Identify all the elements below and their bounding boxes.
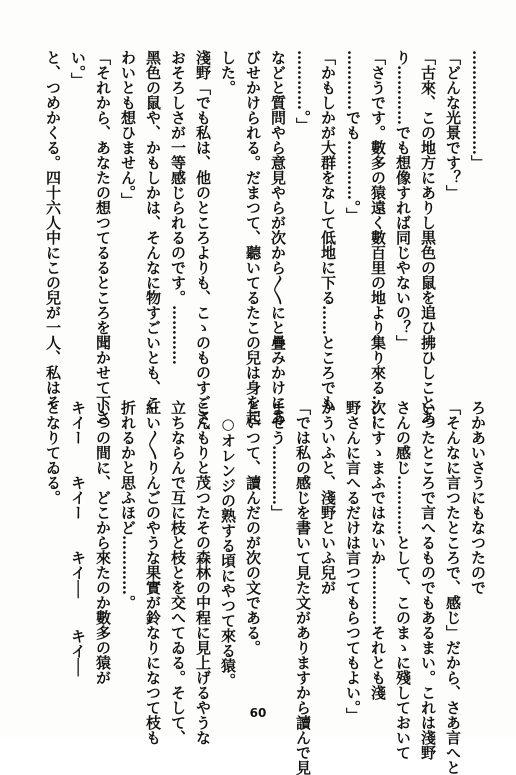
text-line: 次にすゝまふではないか…………それとも淺: [369, 400, 387, 700]
text-line: こんもりと茂つたその森林の中程に見上げるやうな: [194, 400, 212, 745]
text-line: 「それから、あなたの想つてるるところを聞かせて下さ: [94, 50, 112, 425]
text-line: り…………でも想像すれば同じやないの？」: [394, 50, 412, 350]
text-line: 「古來、この地方にありし黒色の鼠を追ひ拂ひしことあ: [419, 50, 437, 425]
text-line: 「さうです。數多の猿遠く數百里の地より集り來る……: [369, 50, 387, 425]
text-line: 「そんなに言つたところで、感じ」だから、さあ言へと: [444, 400, 462, 775]
text-line: した。: [219, 50, 237, 95]
text-line: などと質問やら意見やらが次から〳〵にと疊みかけにあ: [269, 50, 287, 425]
text-line: …………。」: [294, 50, 312, 133]
text-line: といつて、讀んだのが次の文である。: [244, 400, 262, 655]
text-line: 野さんに言へるだけは言つてもらつてもよい。」: [344, 400, 362, 723]
text-line: 「どんな光景です？」: [444, 50, 462, 200]
text-line: となりてゐる。: [44, 400, 62, 505]
text-line: 黑色の鼠や、かもしかは、そんなに物すごいとも、こ: [144, 50, 162, 410]
text-line: わいとも想ひません。」: [119, 50, 137, 208]
text-line: 立ちならんで互に枝と枝とを交へてゐる。そして、: [169, 400, 187, 745]
upper-text-block: [10, 50, 490, 440]
text-line: 紅い〳〵りんごのやうな果實が鈴なりになつて枝も: [144, 400, 162, 745]
text-line: 「かもしかが大群をなして低地に下る……ところでも: [319, 50, 337, 410]
text-line: と、つめかくる。四十六人中にこの兒が一人、私はそ: [44, 50, 62, 410]
text-line: いつたところで言へるものでもあるまい。これは淺野: [419, 400, 437, 760]
text-line: …………………」: [469, 50, 487, 170]
text-line: さんの感じ…………として、このまゝに殘しておいて: [394, 400, 412, 760]
text-line: びせかけられる。だまつて、聽いてるたこの兒は身を起: [244, 50, 262, 425]
text-line: ○オレンジの熟する頃にやつて來る猿。: [219, 400, 237, 688]
text-line: 淺野「でも私は、他のところよりも、こゝのものすごさ、: [194, 50, 212, 440]
text-line: かういふと、淺野といふ兒が: [319, 400, 337, 595]
text-line: …………でも…………。」: [344, 50, 362, 223]
text-line: ろかあいさうにもなつたので: [469, 400, 487, 595]
text-line: 折れるかと思ふほど…………。: [119, 400, 137, 610]
text-line: キイー キイー キイ── キイ──: [69, 400, 87, 677]
text-line: ませう…………」: [269, 400, 287, 520]
text-line: い。」: [69, 50, 87, 88]
text-line: 「では私の感じを書いて見た文がありますから讀んで見: [294, 400, 312, 775]
text-line: おそろしさが一等感じられるのです。…………: [169, 50, 187, 365]
page-number: 60: [249, 706, 267, 720]
text-line: いつの間に、どこから來たのか數多の猿が: [94, 400, 112, 685]
